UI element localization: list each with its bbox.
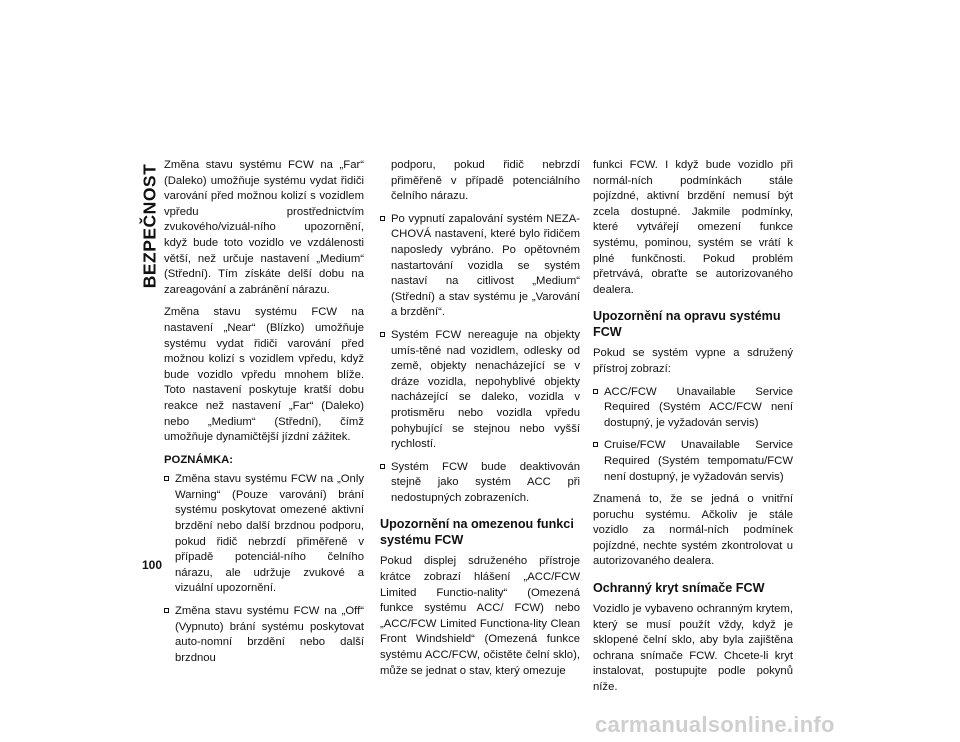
- bullet-text: Po vypnutí zapalování systém NEZA-CHOVÁ nastavení, které bylo řidičem naposledy vybráno. Po opětovném nastartování vozidla se systém nastaví na citlivost „Medium“ (Střední) a stav systému je „Varování a brzdění“.: [391, 212, 580, 319]
- paragraph-internal-fault: Znamená to, že se jedná o vnitřní poruchu systému. Ačkoliv je stále vozidlo za normál-ních podmínek pojízdné, nechte systém zkontrolovat u autorizovaného dealera.: [593, 493, 793, 568]
- bullet-text: Systém FCW nereaguje na objekty umís-těné nad vozidlem, odlesky od země, objekty nenacházející se v dráze vozidla, nepohyblivé objekty nacházející se daleko, vozidla v protisměru nebo vozidla vpředu pohybující se stejnou nebo vyšší rychlostí.: [391, 328, 580, 451]
- bullet-text: Změna stavu systému FCW na „Off“ (Vypnuto) brání systému poskytovat auto-nomní brzdění nebo další brzdnou: [175, 605, 364, 664]
- square-bullet-icon: [380, 464, 385, 469]
- page-number: 100: [142, 558, 163, 572]
- square-bullet-icon: [593, 389, 598, 394]
- heading-sensor-cover: Ochranný kryt snímače FCW: [593, 581, 765, 596]
- text-column-2: [380, 158, 580, 686]
- bullet-item: [380, 460, 580, 507]
- text-column-1: [164, 158, 364, 673]
- note-label: POZNÁMKA:: [164, 453, 234, 466]
- bullet-item: [164, 604, 364, 666]
- bullet-item: [593, 438, 793, 485]
- paragraph-limited-function-cont: funkci FCW. I když bude vozidlo při normál-ních podmínkách stále pojízdné, aktivní brzdění nemusí být zcela dostupné. Jakmile podmínky, které vytvářejí omezení funkce systému, pominou, systém se vrátí k plné funkčnosti. Pokud problém přetrvává, obraťte se autorizovaného dealera.: [593, 159, 793, 296]
- section-title-vertical: [139, 160, 161, 292]
- bullet-item: [380, 212, 580, 321]
- bullet-text: Cruise/FCW Unavailable Service Required (Systém tempomatu/FCW není dostupný, je vyžadován servis): [604, 439, 793, 483]
- bullet-item: [593, 385, 793, 432]
- bullet-text: Systém FCW bude deaktivován stejně jako systém ACC při nedostupných zobrazeních.: [391, 460, 580, 504]
- square-bullet-icon: [164, 608, 169, 613]
- bullet-text: ACC/FCW Unavailable Service Required (Systém ACC/FCW není dostupný, je vyžadován servis): [604, 385, 793, 429]
- section-title: BEZPEČNOST: [139, 163, 160, 289]
- bullet-continuation: podporu, pokud řidič nebrzdí přiměřeně v případě potenciálního čelního nárazu.: [391, 159, 580, 203]
- heading-limited-function: Upozornění na omezenou funkci systému FCW: [380, 517, 574, 548]
- watermark: carmanualsonline.info: [595, 712, 835, 737]
- heading-repair-warning: Upozornění na opravu systému FCW: [593, 309, 781, 340]
- paragraph-limited-function: Pokud displej sdruženého přístroje krátce zobrazí hlášení „ACC/FCW Limited Functio-nality“ (Omezená funkce systému ACC/ FCW) nebo „ACC/FCW Limited Functiona-lity Clean Front Windshield“ (Omezená funkce systému ACC/FCW, očistěte čelní sklo), může se jednat o stav, který omezuje: [380, 555, 580, 677]
- square-bullet-icon: [593, 442, 598, 447]
- bullet-text: Změna stavu systému FCW na „Only Warning“ (Pouze varování) brání systému poskytovat omezené aktivní brzdění nebo další brzdnou podporu, pokud řidič nebrzdí přiměřeně v případě potenciál-ního čelního nárazu, ale udržuje zvukové a vizuální upozornění.: [175, 473, 364, 595]
- paragraph-repair-intro: Pokud se systém vypne a sdružený přístroj zobrazí:: [593, 347, 793, 375]
- square-bullet-icon: [380, 216, 385, 221]
- paragraph-sensor-cover: Vozidlo je vybaveno ochranným krytem, který se musí použít vždy, když je sklopené čelní sklo, aby byla zajištěna ochrana snímače FCW. Chcete-li kryt instalovat, postupujte podle pokynů níže.: [593, 603, 793, 694]
- text-column-3: [593, 158, 793, 703]
- paragraph-far-setting: Změna stavu systému FCW na „Far“ (Daleko) umožňuje systému vydat řidiči varování před možnou kolizí s vozidlem vpředu prostřednictvím zvukového/vizuál-ního upozornění, když bude toto vozidlo ve vzdálenosti větší, než určuje nastavení „Medium“ (Střední). Tím získáte delší dobu na zareagování a zabránění nárazu.: [164, 159, 364, 296]
- square-bullet-icon: [164, 476, 169, 481]
- bullet-item: [164, 472, 364, 597]
- paragraph-near-setting: Změna stavu systému FCW na nastavení „Near“ (Blízko) umožňuje systému vydat řidiči varování před možnou kolizí s vozidlem vpředu, když bude vozidlo vpředu mnohem blíže. Toto nastavení poskytuje kratší dobu reakce než nastavení „Far“ (Daleko) nebo „Medium“ (Střední), čímž umožňuje dynamičtější jízdní zážitek.: [164, 306, 364, 444]
- bullet-item: [380, 328, 580, 453]
- square-bullet-icon: [380, 332, 385, 337]
